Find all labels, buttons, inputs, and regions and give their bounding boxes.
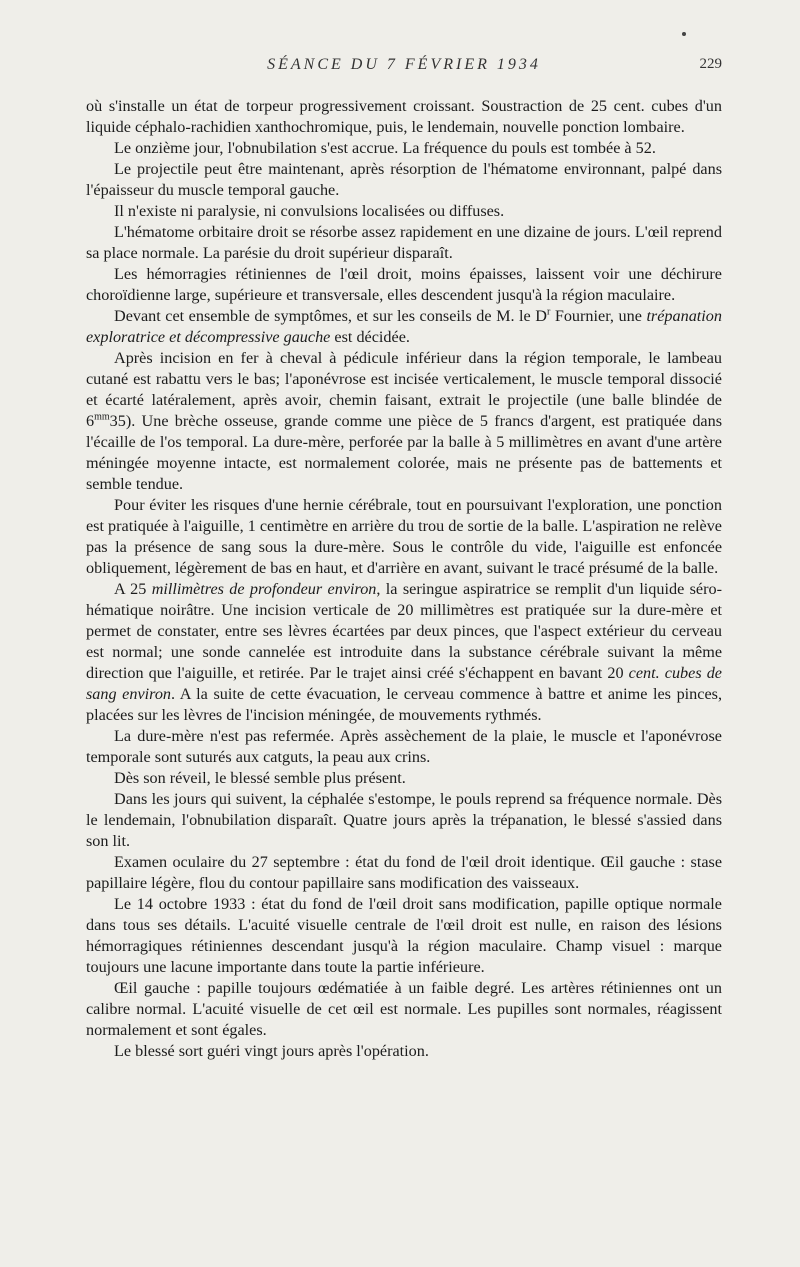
text-run: Il n'existe ni paralysie, ni convulsions localisées ou diffuses.	[114, 202, 505, 220]
text-run: Le 14 octobre 1933 : état du fond de l'œil droit sans modification, papille optique normale dans tous ses détails. L'acuité visuelle centrale de l'œil droit est nulle, en raison des lésions hémorragiques rétiniennes descendant jusqu'à la région maculaire. Champ visuel : marque toujours une lacune importante dans toute la partie inférieure.	[86, 895, 722, 976]
text-run: est décidée.	[330, 328, 410, 346]
text-run: Œil gauche : papille toujours œdématiée à un faible degré. Les artères rétiniennes ont un calibre normal. L'acuité visuelle de cet œil est normale. Les pupilles sont normales, réagissent normalement et sont égales.	[86, 979, 722, 1039]
text-run: Le blessé sort guéri vingt jours après l'opération.	[114, 1042, 429, 1060]
text-run: . A la suite de cette évacuation, le cerveau commence à battre et anime les pinces, placées sur les lèvres de l'incision méningée, de mouvements rythmés.	[86, 685, 722, 724]
speck-mark	[682, 32, 686, 36]
paragraph	[86, 768, 722, 789]
paragraph	[86, 348, 722, 495]
paragraph	[86, 726, 722, 768]
text-run: Dès son réveil, le blessé semble plus présent.	[114, 769, 406, 787]
text-run: Pour éviter les risques d'une hernie cérébrale, tout en poursuivant l'exploration, une ponction est pratiquée à l'aiguille, 1 centimètre en arrière du trou de sortie de la balle. L'aspiration ne relève pas la présence de sang sous la dure-mère. Sous le contrôle du vide, l'aiguille est enfoncée obliquement, légèrement de bas en haut, et d'arrière en avant, suivant le tracé présumé de la balle.	[86, 496, 722, 577]
text-run: Examen oculaire du 27 septembre : état du fond de l'œil droit identique. Œil gauche : stase papillaire légère, flou du contour papillaire sans modification des vaisseaux.	[86, 853, 722, 892]
text-run: Fournier, une	[550, 307, 647, 325]
paragraph	[86, 264, 722, 306]
page-header	[86, 56, 722, 78]
text-run: 35). Une brèche osseuse, grande comme une pièce de 5 francs d'argent, est pratiquée dans l'écaille de l'os temporal. La dure-mère, perforée par la balle à 5 millimètres en avant d'une artère méningée moyenne intacte, est normalement colorée, mais ne présente pas de battements et semble tendue.	[86, 412, 722, 493]
text-run: L'hématome orbitaire droit se résorbe assez rapidement en une dizaine de jours. L'œil reprend sa place normale. La parésie du droit supérieur disparaît.	[86, 223, 722, 262]
text-run: Dans les jours qui suivent, la céphalée s'estompe, le pouls reprend sa fréquence normale. Dès le lendemain, l'obnubilation disparaît. Quatre jours après la trépanation, le blessé s'assied dans son lit.	[86, 790, 722, 850]
paragraph	[86, 978, 722, 1041]
paragraph	[86, 789, 722, 852]
text-run: Les hémorragies rétiniennes de l'œil droit, moins épaisses, laissent voir une déchirure choroïdienne large, supérieure et transversale, elles descendent jusqu'à la région maculaire.	[86, 265, 722, 304]
paragraph	[86, 138, 722, 159]
paragraph	[86, 222, 722, 264]
italic-text: millimètres de profondeur environ	[151, 580, 377, 598]
text-run: Après incision en fer à cheval à pédicule inférieur dans la région temporale, le lambeau cutané est rabattu vers le bas; l'aponévrose est incisée verticalement, le muscle temporal dissocié et écarté latéralement, après avoir, chemin faisant, extrait le projectile (une balle blindée de 6	[86, 349, 722, 430]
text-run: Le projectile peut être maintenant, après résorption de l'hématome environnant, palpé dans l'épaisseur du muscle temporal gauche.	[86, 160, 722, 199]
running-head: SÉANCE DU 7 FÉVRIER 1934	[267, 56, 541, 73]
paragraph	[86, 852, 722, 894]
paragraph	[86, 96, 722, 138]
italic-text: cent. cubes de sang environ	[86, 664, 722, 703]
text-run: Le onzième jour, l'obnubilation s'est accrue. La fréquence du pouls est tombée à 52.	[114, 139, 656, 157]
text-run: La dure-mère n'est pas refermée. Après assèchement de la plaie, le muscle et l'aponévrose temporale sont suturés aux catguts, la peau aux crins.	[86, 727, 722, 766]
text-run: Devant cet ensemble de symptômes, et sur les conseils de M. le D	[114, 307, 547, 325]
paragraph	[86, 1041, 722, 1062]
body-text	[86, 96, 722, 1062]
superscript: mm	[94, 411, 110, 423]
page-number: 229	[699, 56, 722, 72]
paragraph	[86, 495, 722, 579]
paragraph	[86, 579, 722, 726]
paragraph	[86, 201, 722, 222]
superscript: r	[546, 306, 551, 318]
paragraph	[86, 306, 722, 348]
text-run: A 25	[114, 580, 152, 598]
italic-text: trépanation exploratrice et décompressive gauche	[86, 307, 722, 346]
paragraph	[86, 894, 722, 978]
text-run: , la seringue aspiratrice se remplit d'un liquide séro-hématique noirâtre. Une incision verticale de 20 millimètres est pratiquée sur la dure-mère et permet de constater, entre ses lèvres écartées par deux pinces, que l'aspect extérieur du cerveau est normal; une sonde cannelée est introduite dans la substance cérébrale suivant la même direction que l'aiguille, et retirée. Par le trajet ainsi créé s'échappent en bavant 20	[86, 580, 722, 682]
paragraph	[86, 159, 722, 201]
text-run: où s'installe un état de torpeur progressivement croissant. Soustraction de 25 cent. cubes d'un liquide céphalo-rachidien xanthochromique, puis, le lendemain, nouvelle ponction lombaire.	[86, 97, 722, 136]
